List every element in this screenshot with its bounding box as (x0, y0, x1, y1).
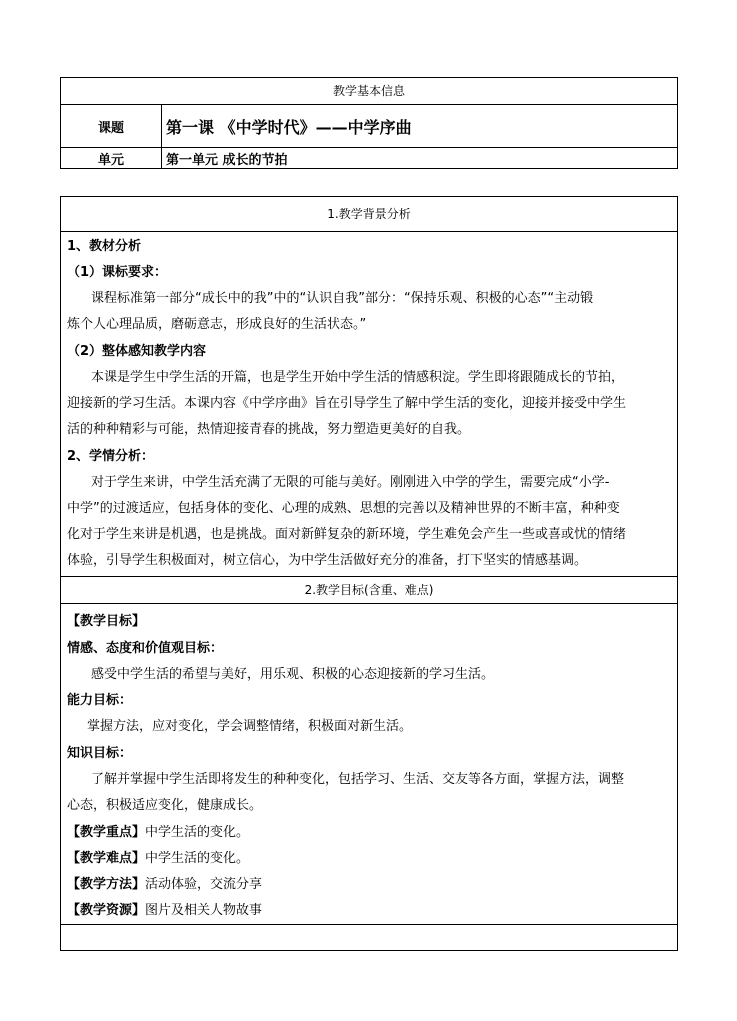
paragraph-line: 对于学生来讲，中学生活充满了无限的可能与美好。刚刚进入中学的学生，需要完成“小学- (91, 475, 610, 490)
paragraph-line: 迎接新的学习生活。本课内容《中学序曲》旨在引导学生了解中学生活的变化，迎接并接受中学生 (67, 396, 627, 411)
difficulty-row (67, 847, 671, 866)
resource-label: 【教学资源】 (67, 903, 146, 918)
basic-info-table (60, 77, 678, 169)
emotion-goal-text: 感受中学生活的希望与美好，用乐观、积极的心态迎接新的学习生活。 (91, 667, 495, 682)
resource-row (67, 899, 671, 918)
topic-value: 第一课 《中学时代》——中学序曲 (166, 117, 412, 137)
paragraph-line: 活的种种精彩与可能，热情迎接青春的挑战，努力塑造更美好的自我。 (67, 422, 471, 437)
key-point-row (67, 821, 671, 840)
unit-value: 第一单元 成长的节拍 (166, 152, 288, 168)
paragraph-line: 课程标准第一部分“成长中的我”中的“认识自我”部分：“保持乐观、积极的心态”“主动锻 (91, 291, 594, 306)
paragraph-line: 本课是学生中学生活的开篇，也是学生开始中学生活的情感积淀。学生即将跟随成长的节拍， (91, 370, 625, 385)
table-divider (61, 924, 677, 925)
section1-heading-material: 1、教材分析 (67, 239, 142, 254)
method-text: 活动体验，交流分享 (145, 877, 263, 892)
goal-heading: 【教学目标】 (67, 614, 146, 629)
analysis-table (60, 196, 678, 951)
method-row (67, 873, 671, 892)
paragraph-line: 体验，引导学生积极面对，树立信心，为中学生活做好充分的准备，打下坚实的情感基调。 (67, 553, 588, 568)
key-point-label: 【教学重点】 (67, 825, 146, 840)
unit-row (60, 147, 678, 169)
difficulty-label: 【教学难点】 (67, 851, 146, 866)
section1-title: 1.教学背景分析 (61, 197, 677, 232)
method-label: 【教学方法】 (67, 877, 146, 892)
paragraph-line: 化对于学生来讲是机遇，也是挑战。面对新鲜复杂的新环境，学生难免会产生一些或喜或忧的情绪 (67, 527, 627, 542)
unit-label: 单元 (61, 148, 162, 168)
difficulty-text: 中学生活的变化。 (145, 851, 250, 866)
knowledge-goal-heading: 知识目标： (67, 746, 133, 761)
topic-row (60, 104, 678, 147)
section2-title: 2.教学目标(含重、难点) (61, 576, 677, 604)
section1-heading-students: 2、学情分析： (67, 449, 155, 464)
paragraph-line: 了解并掌握中学生活即将发生的种种变化，包括学习、生活、交友等各方面，掌握方法，调整 (91, 772, 625, 787)
emotion-goal-heading: 情感、态度和价值观目标： (67, 641, 224, 656)
section1-subheading-content: （2）整体感知教学内容 (67, 344, 207, 359)
key-point-text: 中学生活的变化。 (145, 825, 250, 840)
paragraph-line: 中学”的过渡适应，包括身体的变化、心理的成熟、思想的完善以及精神世界的不断丰富，种种变 (67, 501, 620, 516)
ability-goal-heading: 能力目标： (67, 693, 133, 708)
basic-info-header: 教学基本信息 (60, 77, 678, 104)
paragraph-line: 炼个人心理品质，磨砺意志，形成良好的生活状态。” (67, 317, 367, 332)
ability-goal-text: 掌握方法，应对变化，学会调整情绪，积极面对新生活。 (87, 719, 413, 734)
paragraph-line: 心态，积极适应变化，健康成长。 (67, 798, 263, 813)
section1-subheading-standard: （1）课标要求： (67, 265, 168, 280)
resource-text: 图片及相关人物故事 (145, 903, 263, 918)
topic-label: 课题 (61, 105, 162, 147)
